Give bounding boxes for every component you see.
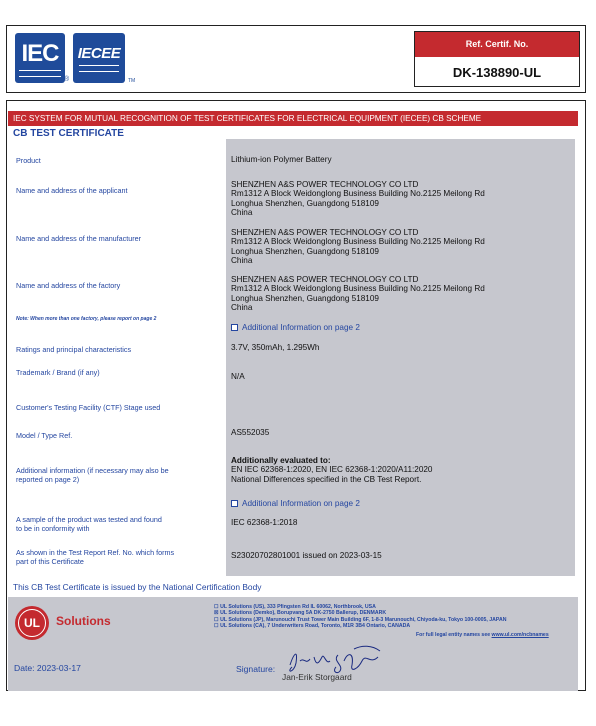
model-label: Model / Type Ref.	[16, 431, 73, 440]
applicant-address	[231, 180, 571, 218]
additional-info-text-1: Additional Information on page 2	[242, 323, 360, 332]
certificate-title: CB TEST CERTIFICATE	[13, 128, 124, 139]
address-ca: ☐ UL Solutions (CA), 7 Underwriters Road, Toronto, M1R 3B4 Ontario, CANADA	[214, 622, 411, 629]
factory-address	[231, 275, 571, 313]
manufacturer-country: China	[231, 256, 253, 266]
scheme-banner	[8, 111, 578, 126]
additional-info-text-2: Additional Information on page 2	[242, 499, 360, 508]
address-demko: ☒ UL Solutions (Demko), Borupvang 5A DK-2750 Ballerup, DENMARK	[214, 610, 387, 617]
additional-info-checkbox-2[interactable]	[231, 500, 238, 507]
iecee-logo-text: IECEE	[77, 45, 121, 62]
product-label: Product	[16, 156, 41, 165]
applicant-label: Name and address of the applicant	[16, 186, 128, 195]
ref-label: Ref. Certif. No.	[415, 32, 579, 57]
sample-label-line-2: to be in conformity with	[16, 523, 90, 533]
factory-name: SHENZHEN A&S POWER TECHNOLOGY CO LTD	[231, 275, 419, 284]
factory-street: Rm1312 A Block Weidonglong Business Building No.2125 Meilong Rd	[231, 284, 485, 294]
iecee-logo	[73, 33, 125, 83]
report-value: S23020702801001 issued on 2023-03-15	[231, 551, 382, 560]
additional-heading: Additionally evaluated to:	[231, 456, 331, 465]
trademark-label: Trademark / Brand (if any)	[16, 368, 100, 377]
issued-by-statement: This CB Test Certificate is issued by the National Certification Body	[13, 582, 262, 592]
applicant-name: SHENZHEN A&S POWER TECHNOLOGY CO LTD	[231, 180, 419, 189]
factory-country: China	[231, 303, 253, 313]
applicant-country: China	[231, 208, 253, 218]
additional-info-checkbox-1[interactable]	[231, 324, 238, 331]
legal-entity-note	[416, 632, 549, 638]
trademark-mark: TM	[128, 78, 136, 84]
additional-label-line-2: reported on page 2)	[16, 474, 80, 484]
report-label-line-1: As shown in the Test Report Ref. No. which forms	[16, 548, 175, 557]
ul-logo	[15, 606, 49, 640]
additional-info-link-1[interactable]	[231, 323, 571, 332]
header-frame	[6, 25, 586, 93]
trademark-value: N/A	[231, 372, 245, 381]
signature-label: Signature:	[236, 664, 276, 674]
applicant-street: Rm1312 A Block Weidonglong Business Building No.2125 Meilong Rd	[231, 189, 485, 199]
address-us: ☐ UL Solutions (US), 333 Pfingsten Rd IL 60062, Northbrook, USA	[214, 604, 376, 610]
additional-info-link-2[interactable]	[231, 499, 571, 508]
product-value: Lithium-ion Polymer Battery	[231, 155, 332, 164]
manufacturer-label: Name and address of the manufacturer	[16, 234, 142, 243]
manufacturer-street: Rm1312 A Block Weidonglong Business Building No.2125 Meilong Rd	[231, 237, 485, 247]
issue-date: Date: 2023-03-17	[14, 663, 81, 673]
additional-label-line-1: Additional information (if necessary may also be	[16, 466, 169, 475]
registered-mark: ®	[64, 76, 70, 83]
factory-note: Note: When more than one factory, please report on page 2	[16, 316, 157, 322]
ul-solutions-wordmark: Solutions	[56, 614, 111, 628]
applicant-city: Longhua Shenzhen, Guangdong 518109	[231, 198, 379, 208]
additional-national-differences: National Differences specified in the CB Test Report.	[231, 474, 422, 484]
ref-box	[414, 31, 580, 87]
sample-label-line-1: A sample of the product was tested and found	[16, 515, 162, 524]
report-label	[16, 549, 174, 566]
ratings-label: Ratings and principal characteristics	[16, 345, 132, 354]
signer-name: Jan-Erik Storgaard	[282, 672, 352, 682]
ref-number: DK-138890-UL	[452, 65, 542, 80]
factory-label: Name and address of the factory	[16, 281, 121, 290]
additional-value	[231, 456, 571, 484]
manufacturer-address	[231, 228, 571, 266]
iec-logo	[15, 33, 65, 83]
iec-logo-text: IEC	[21, 40, 59, 67]
ul-logo-text: UL	[18, 609, 46, 637]
sample-label	[16, 516, 162, 533]
manufacturer-name: SHENZHEN A&S POWER TECHNOLOGY CO LTD	[231, 228, 419, 237]
manufacturer-city: Longhua Shenzhen, Guangdong 518109	[231, 246, 379, 256]
sample-value: IEC 62368-1:2018	[231, 518, 298, 527]
additional-standards: EN IEC 62368-1:2020, EN IEC 62368-1:2020/A11:2020	[231, 465, 433, 475]
factory-city: Longhua Shenzhen, Guangdong 518109	[231, 293, 379, 303]
additional-label	[16, 467, 169, 484]
ratings-value: 3.7V, 350mAh, 1.295Wh	[231, 343, 320, 352]
scheme-banner-text: IEC SYSTEM FOR MUTUAL RECOGNITION OF TEST CERTIFICATES FOR ELECTRICAL EQUIPMENT (IECEE) CB SCHEME	[13, 114, 482, 123]
ctf-label: Customer's Testing Facility (CTF) Stage used	[16, 403, 161, 412]
model-value: AS552035	[231, 428, 270, 437]
legal-entity-link[interactable]: www.ul.com/ncbnames	[491, 632, 549, 638]
address-jp: ☐ UL Solutions (JP), Marunouchi Trust Tower Main Building 6F, 1-8-3 Marunouchi, Chiyoda-ku, Tokyo 100-0005, JAPAN	[214, 616, 507, 623]
report-label-line-2: part of this Certificate	[16, 556, 84, 566]
ul-addresses	[214, 604, 507, 629]
legal-entity-prefix: For full legal entity names see	[416, 632, 492, 638]
